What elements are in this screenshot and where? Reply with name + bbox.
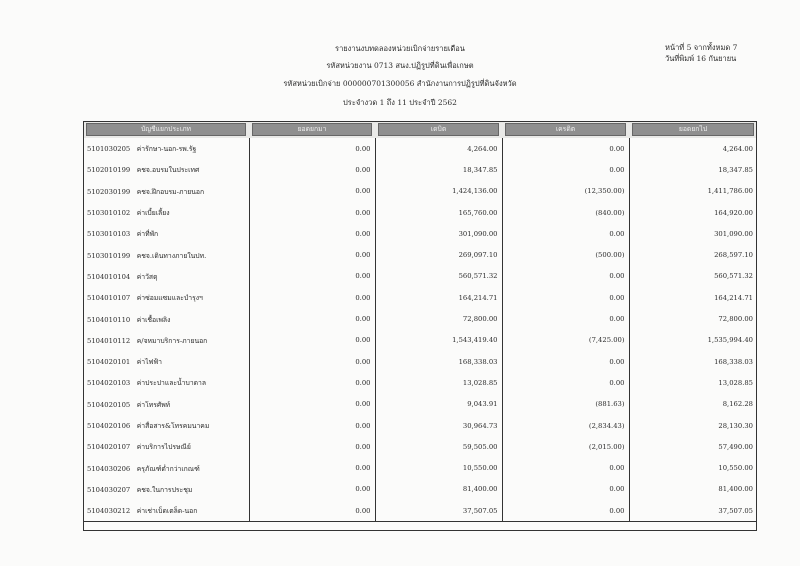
print-date: วันที่พิมพ์ 16 กันยายน	[665, 54, 737, 63]
table-row	[83, 138, 757, 159]
table-row	[83, 266, 757, 287]
account-name: คชจ.เดินทางภายในปท.	[136, 251, 207, 260]
report-title: รายงานงบทดลองหน่วยเบิกจ่ายรายเดือน	[335, 44, 465, 53]
account-code: 5104030212	[87, 507, 131, 516]
ending-balance-cell: 1,535,994.40	[629, 330, 757, 351]
debit-cell: 4,264.00	[375, 138, 502, 159]
account-cell	[83, 287, 249, 308]
credit-cell: 0.00	[502, 457, 629, 478]
table-row	[83, 308, 757, 329]
col-ending-balance: ยอดยกไป	[629, 121, 757, 138]
account-name: ค่าโทรศัพท์	[136, 400, 171, 409]
credit-cell: (840.00)	[502, 202, 629, 223]
account-cell	[83, 181, 249, 202]
beginning-balance-cell: 0.00	[249, 202, 375, 223]
debit-cell: 30,964.73	[375, 415, 502, 436]
trial-balance-table	[83, 121, 757, 522]
account-cell	[83, 308, 249, 329]
account-name: ค/จหมาบริการ-ภายนอก	[136, 336, 208, 345]
account-name: ค่าสื่อสาร&โทรคมนาคม	[136, 422, 210, 430]
account-cell	[83, 266, 249, 287]
account-code: 5104020101	[87, 358, 131, 367]
report-period: ประจำงวด 1 ถึง 11 ประจำปี 2562	[343, 98, 457, 107]
debit-cell: 9,043.91	[375, 394, 502, 415]
table-row	[83, 394, 757, 415]
beginning-balance-cell: 0.00	[249, 479, 375, 500]
account-name: ค่าวัสดุ	[136, 272, 158, 281]
account-name: ค่าประปาและน้ำบาดาล	[136, 379, 207, 388]
credit-cell: (12,350.00)	[502, 181, 629, 202]
account-code: 5104020105	[87, 400, 131, 409]
debit-cell: 269,097.10	[375, 244, 502, 265]
beginning-balance-cell: 0.00	[249, 436, 375, 457]
account-cell	[83, 330, 249, 351]
beginning-balance-cell: 0.00	[249, 181, 375, 202]
beginning-balance-cell: 0.00	[249, 159, 375, 180]
account-cell	[83, 372, 249, 393]
beginning-balance-cell: 0.00	[249, 244, 375, 265]
debit-cell: 1,543,419.40	[375, 330, 502, 351]
account-cell	[83, 394, 249, 415]
beginning-balance-cell: 0.00	[249, 500, 375, 522]
account-code: 5102010199	[87, 166, 131, 175]
account-code: 5102030199	[87, 187, 131, 196]
account-name: ค่าเชื้อเพลิง	[136, 315, 171, 324]
debit-cell: 18,347.85	[375, 159, 502, 180]
beginning-balance-cell: 0.00	[249, 330, 375, 351]
account-code: 5104010107	[87, 294, 131, 303]
account-code: 5103010199	[87, 251, 131, 260]
account-name: ค่าซ่อมแซมและบำรุงฯ	[136, 294, 203, 303]
account-name: ครุภัณฑ์ต่ำกว่าเกณฑ์	[136, 464, 200, 473]
beginning-balance-cell: 0.00	[249, 394, 375, 415]
ending-balance-cell: 28,130.30	[629, 415, 757, 436]
col-account: บัญชีแยกประเภท	[83, 121, 249, 138]
ending-balance-cell: 4,264.00	[629, 138, 757, 159]
beginning-balance-cell: 0.00	[249, 308, 375, 329]
beginning-balance-cell: 0.00	[249, 415, 375, 436]
account-code: 5104010110	[87, 315, 131, 324]
account-name: ค่าเช่าเบ็ดเตล็ด-นอก	[136, 507, 198, 516]
table-row	[83, 500, 757, 522]
account-name: ค่าไฟฟ้า	[136, 358, 162, 367]
account-code: 5104030207	[87, 485, 131, 494]
table-row	[83, 436, 757, 457]
col-debit: เดบิต	[375, 121, 502, 138]
debit-cell: 301,090.00	[375, 223, 502, 244]
agency-code: รหัสหน่วยงาน 0713 สนง.ปฏิรูปที่ดินเพื่อเกษต	[326, 61, 474, 70]
account-cell	[83, 159, 249, 180]
table-row	[83, 415, 757, 436]
ending-balance-cell: 81,400.00	[629, 479, 757, 500]
table-row	[83, 372, 757, 393]
credit-cell: 0.00	[502, 159, 629, 180]
credit-cell: (2,834.43)	[502, 415, 629, 436]
account-cell	[83, 457, 249, 478]
ending-balance-cell: 164,920.00	[629, 202, 757, 223]
account-code: 5104010104	[87, 272, 131, 281]
ending-balance-cell: 18,347.85	[629, 159, 757, 180]
ending-balance-cell: 1,411,786.00	[629, 181, 757, 202]
account-code: 5101030205	[87, 145, 131, 154]
ending-balance-cell: 13,028.85	[629, 372, 757, 393]
account-cell	[83, 202, 249, 223]
beginning-balance-cell: 0.00	[249, 351, 375, 372]
account-cell	[83, 351, 249, 372]
beginning-balance-cell: 0.00	[249, 138, 375, 159]
credit-cell: 0.00	[502, 351, 629, 372]
table-row	[83, 287, 757, 308]
ending-balance-cell: 301,090.00	[629, 223, 757, 244]
credit-cell: 0.00	[502, 479, 629, 500]
ending-balance-cell: 164,214.71	[629, 287, 757, 308]
beginning-balance-cell: 0.00	[249, 457, 375, 478]
beginning-balance-cell: 0.00	[249, 266, 375, 287]
ending-balance-cell: 72,800.00	[629, 308, 757, 329]
debit-cell: 168,338.03	[375, 351, 502, 372]
ending-balance-cell: 168,338.03	[629, 351, 757, 372]
account-code: 5104020103	[87, 379, 131, 388]
account-cell	[83, 500, 249, 522]
table-row	[83, 202, 757, 223]
ending-balance-cell: 10,550.00	[629, 457, 757, 478]
account-name: ค่าเบี้ยเลี้ยง	[136, 209, 170, 218]
account-cell	[83, 244, 249, 265]
account-cell	[83, 436, 249, 457]
account-name: ค่าที่พัก	[136, 230, 159, 239]
ending-balance-cell: 57,490.00	[629, 436, 757, 457]
credit-cell: 0.00	[502, 500, 629, 522]
ending-balance-cell: 268,597.10	[629, 244, 757, 265]
credit-cell: 0.00	[502, 308, 629, 329]
account-name: คชจ.ในการประชุม	[136, 485, 193, 494]
credit-cell: (7,425.00)	[502, 330, 629, 351]
beginning-balance-cell: 0.00	[249, 372, 375, 393]
table-row	[83, 351, 757, 372]
page-number: หน้าที่ 5 จากทั้งหมด 7	[665, 43, 738, 52]
account-code: 5104030206	[87, 464, 131, 473]
debit-cell: 165,760.00	[375, 202, 502, 223]
credit-cell: (500.00)	[502, 244, 629, 265]
debit-cell: 81,400.00	[375, 479, 502, 500]
table-row	[83, 244, 757, 265]
table-row	[83, 479, 757, 500]
ending-balance-cell: 560,571.32	[629, 266, 757, 287]
credit-cell: 0.00	[502, 138, 629, 159]
debit-cell: 560,571.32	[375, 266, 502, 287]
account-name: คชจ.ฝึกอบรม-ภายนอก	[136, 187, 205, 196]
account-code: 5104010112	[87, 336, 131, 345]
credit-cell: 0.00	[502, 266, 629, 287]
account-cell	[83, 223, 249, 244]
debit-cell: 13,028.85	[375, 372, 502, 393]
debit-cell: 164,214.71	[375, 287, 502, 308]
col-credit: เครดิต	[502, 121, 629, 138]
account-name: ค่ารักษา-นอก-รพ.รัฐ	[136, 145, 197, 154]
credit-cell: (881.63)	[502, 394, 629, 415]
disbursement-unit: รหัสหน่วยเบิกจ่าย 000000701300056 สำนักงานการปฏิรูปที่ดินจังหวัด	[283, 79, 517, 88]
debit-cell: 1,424,136.00	[375, 181, 502, 202]
debit-cell: 59,505.00	[375, 436, 502, 457]
debit-cell: 37,507.05	[375, 500, 502, 522]
account-name: ค่าบริการไปรษณีย์	[136, 443, 191, 452]
account-cell	[83, 479, 249, 500]
account-name: คชจ.อบรมในประเทศ	[136, 166, 200, 175]
col-beginning-balance: ยอดยกมา	[249, 121, 375, 138]
credit-cell: 0.00	[502, 223, 629, 244]
ending-balance-cell: 8,162.28	[629, 394, 757, 415]
credit-cell: 0.00	[502, 372, 629, 393]
table-row	[83, 159, 757, 180]
debit-cell: 10,550.00	[375, 457, 502, 478]
beginning-balance-cell: 0.00	[249, 287, 375, 308]
ending-balance-cell: 37,507.05	[629, 500, 757, 522]
table-header-row	[83, 121, 757, 138]
account-cell	[83, 138, 249, 159]
debit-cell: 72,800.00	[375, 308, 502, 329]
account-code: 5103010103	[87, 230, 131, 239]
account-code: 5104020107	[87, 443, 131, 452]
account-code: 5104020106	[87, 422, 131, 430]
credit-cell: 0.00	[502, 287, 629, 308]
account-cell	[83, 415, 249, 436]
account-code: 5103010102	[87, 209, 131, 218]
table-row	[83, 181, 757, 202]
table-row	[83, 223, 757, 244]
credit-cell: (2,015.00)	[502, 436, 629, 457]
beginning-balance-cell: 0.00	[249, 223, 375, 244]
table-row	[83, 457, 757, 478]
table-row	[83, 330, 757, 351]
